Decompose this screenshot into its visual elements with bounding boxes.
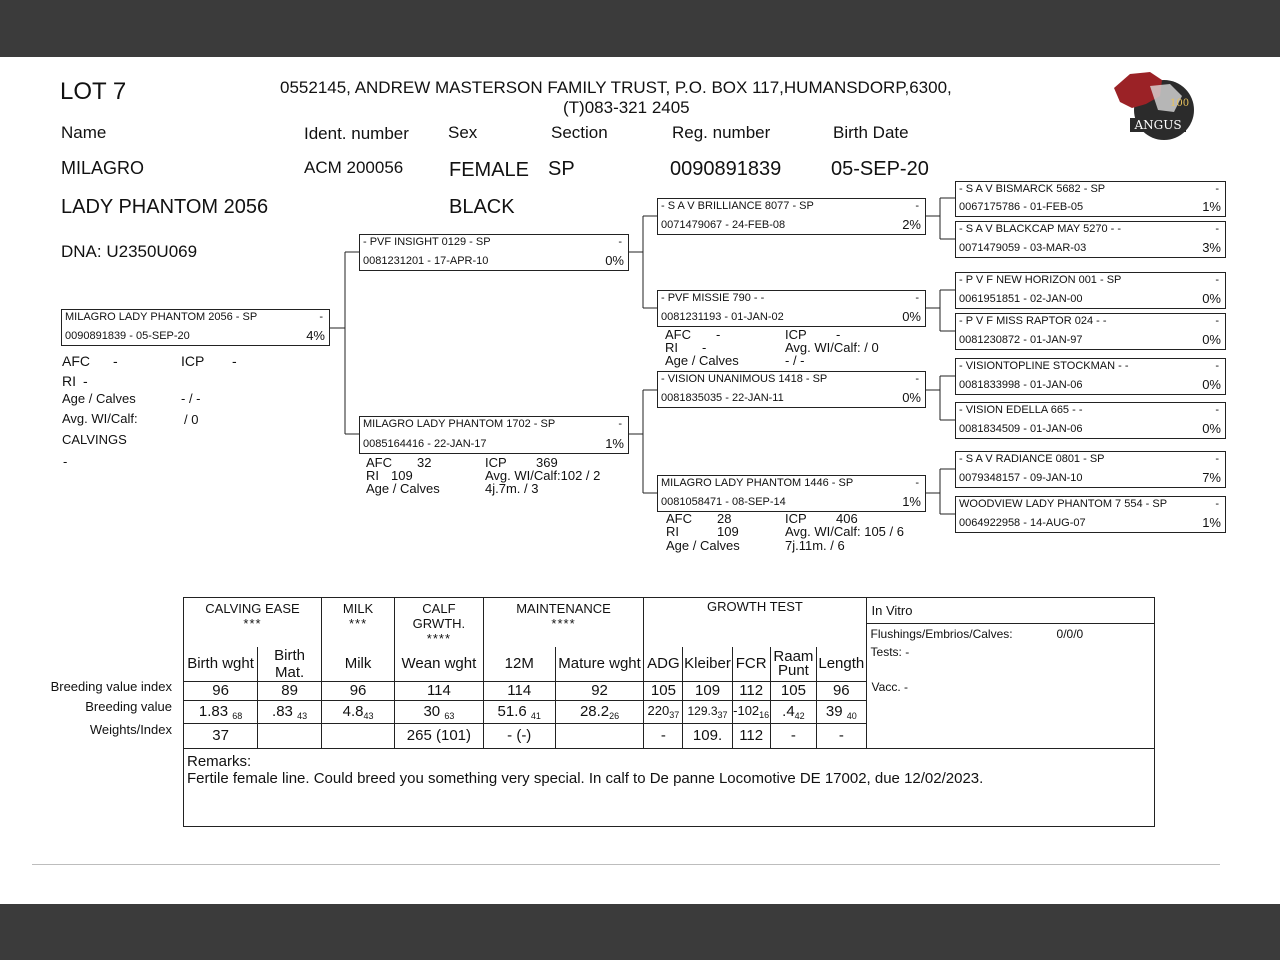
bv-cell: 39 $_{40}$	[817, 700, 866, 723]
dd-wi: Avg. WI/Calf: 105 / 6	[785, 524, 904, 539]
sd-age-value: - / -	[785, 353, 805, 368]
dd-afc-value: 28	[717, 511, 732, 526]
pedigree-sire-sire: - S A V BRILLIANCE 8077 - SP - 0071479067 - 24-FEB-08 2%	[657, 198, 926, 235]
breeder-line1: 0552145, ANDREW MASTERSON FAMILY TRUST, P.O. BOX 117,HUMANSDORP,6300,	[280, 78, 952, 97]
header-mature-wght: Mature wght	[555, 647, 644, 682]
flushings-value: 0/0/0	[1056, 627, 1084, 641]
weight-cell	[322, 723, 395, 748]
subject-ri-label: RI	[62, 373, 76, 389]
header-birth-mat: Birth Mat.	[258, 647, 322, 682]
breeder-line2: (T)083-321 2405	[563, 98, 690, 117]
remarks-text: Fertile female line. Could breed you something very special. In calf to De panne Locomotive DE 17002, due 12/02/2023.	[187, 769, 984, 787]
bv-cell: 51.6 $_{41}$	[483, 700, 555, 723]
dam-icp-label: ICP	[485, 455, 507, 470]
index-cell: 112	[732, 681, 770, 700]
subject-icp-label: ICP	[181, 353, 205, 369]
weight-cell	[555, 723, 644, 748]
in-vitro-panel	[866, 598, 1154, 749]
pedigree-dam: MILAGRO LADY PHANTOM 1702 - SP - 0085164416 - 22-JAN-17 1%	[359, 416, 629, 454]
dd-icp-label: ICP	[785, 511, 807, 526]
bv-cell: $4.8_{43}$	[322, 700, 395, 723]
header-12m: 12M	[483, 647, 555, 682]
row-label-bv: Breeding value	[85, 699, 172, 714]
subject-wi-label: Avg. WI/Calf:	[62, 411, 138, 426]
bv-cell: 1.83 $_{68}$	[184, 700, 258, 723]
group-growth-test: GROWTH TEST	[644, 598, 866, 647]
pedigree-sire: - PVF INSIGHT 0129 - SP - 0081231201 - 17-APR-10 0%	[359, 234, 629, 271]
label-name: Name	[61, 123, 107, 142]
pedigree-subject: MILAGRO LADY PHANTOM 2056 - SP - 0090891839 - 05-SEP-20 4%	[61, 309, 330, 346]
row-label-weights: Weights/Index	[89, 722, 172, 737]
bv-cell: $.4_{42}$	[770, 700, 816, 723]
sd-age-label: Age / Calves	[665, 353, 739, 368]
bv-cell: $129.3_{37}$	[683, 700, 732, 723]
label-birth: Birth Date	[833, 123, 909, 142]
dd-ri-value: 109	[717, 524, 739, 539]
flushings-label: Flushings/Embrios/Calves:	[870, 627, 1013, 641]
index-cell: 109	[683, 681, 732, 700]
subject-ri-value: -	[83, 373, 88, 389]
animal-dna: DNA: U2350U069	[61, 242, 198, 261]
subject-age-value: - / -	[181, 391, 201, 406]
weight-cell: 112	[732, 723, 770, 748]
dam-afc-label: AFC	[366, 455, 392, 470]
pedigree-g7: - S A V RADIANCE 0801 - SP - 0079348157 - 09-JAN-10 7%	[955, 451, 1226, 488]
header-kleiber: Kleiber	[683, 647, 732, 682]
index-cell: 105	[644, 681, 683, 700]
vacc-label: Vacc. -	[871, 680, 908, 694]
footer-divider	[32, 864, 1220, 865]
logo-text: ANGUS	[1134, 118, 1182, 132]
pedigree-g1: - S A V BISMARCK 5682 - SP - 0067175786 - 01-FEB-05 1%	[955, 181, 1226, 217]
pedigree-g8: WOODVIEW LADY PHANTOM 7 554 - SP - 0064922958 - 14-AUG-07 1%	[955, 496, 1226, 533]
dd-age-label: Age / Calves	[666, 538, 740, 553]
animal-name1: MILAGRO	[61, 158, 145, 178]
weight-cell: 37	[184, 723, 258, 748]
animal-color: BLACK	[449, 196, 515, 218]
header-birth-wght: Birth wght	[184, 647, 258, 682]
dd-ri-label: RI	[666, 524, 679, 539]
pedigree-g2: - S A V BLACKCAP MAY 5270 - - - 0071479059 - 03-MAR-03 3%	[955, 221, 1226, 258]
header-raam-punt: Raam Punt	[770, 647, 816, 682]
pedigree-sire-dam: - PVF MISSIE 790 - - - 0081231193 - 01-JAN-02 0%	[657, 290, 926, 327]
remarks-label: Remarks:	[187, 752, 252, 770]
index-cell: 114	[395, 681, 484, 700]
group-calf-growth: CALF GRWTH. ****	[395, 598, 484, 647]
subject-age-label: Age / Calves	[62, 391, 136, 406]
calvings-value: -	[63, 454, 68, 469]
label-sex: Sex	[448, 123, 478, 142]
weight-cell: 109.	[683, 723, 732, 748]
remarks-box	[184, 748, 1155, 826]
index-cell: 96	[184, 681, 258, 700]
bv-cell: $28.2_{26}$	[555, 700, 644, 723]
sd-afc-value: -	[716, 327, 721, 342]
bv-cell: .83 $_{43}$	[258, 700, 322, 723]
sd-wi: Avg. WI/Calf: / 0	[785, 340, 879, 355]
animal-name2: LADY PHANTOM 2056	[61, 196, 269, 218]
pedigree-dam-dam: MILAGRO LADY PHANTOM 1446 - SP - 0081058471 - 08-SEP-14 1%	[657, 475, 926, 512]
index-cell: 114	[483, 681, 555, 700]
subject-icp-value: -	[232, 353, 237, 369]
svg-text:100: 100	[1170, 98, 1190, 109]
in-vitro-label: In Vitro	[871, 603, 913, 618]
row-label-index: Breeding value index	[50, 679, 172, 694]
pedigree-g5: - VISIONTOPLINE STOCKMAN - - - 0081833998 - 01-JAN-06 0%	[955, 358, 1226, 395]
subject-afc-label: AFC	[62, 353, 90, 369]
dam-afc-value: 32	[417, 455, 432, 470]
dam-ri-label: RI	[366, 468, 379, 483]
dam-age-value: 4j.7m. / 3	[485, 481, 539, 496]
index-cell: 92	[555, 681, 644, 700]
dam-ri-value: 109	[391, 468, 413, 483]
bv-cell: 30 $_{63}$	[395, 700, 484, 723]
subject-afc-value: -	[113, 353, 118, 369]
index-cell: 96	[322, 681, 395, 700]
sd-afc-label: AFC	[665, 327, 691, 342]
header-length: Length	[817, 647, 866, 682]
group-milk: MILK ***	[322, 598, 395, 647]
header-wean-wght: Wean wght	[395, 647, 484, 682]
pedigree-g3: - P V F NEW HORIZON 001 - SP - 0061951851 - 02-JAN-00 0%	[955, 272, 1226, 309]
label-reg: Reg. number	[672, 123, 771, 142]
breeding-value-table	[183, 597, 1155, 827]
weight-cell	[258, 723, 322, 748]
dd-icp-value: 406	[836, 511, 858, 526]
index-cell: 96	[817, 681, 866, 700]
calvings-label: CALVINGS	[62, 432, 127, 447]
bv-cell: $-102_{16}$	[732, 700, 770, 723]
animal-ident: ACM 200056	[304, 158, 404, 177]
header-milk: Milk	[322, 647, 395, 682]
group-maintenance: MAINTENANCE ****	[483, 598, 644, 647]
weight-cell: -	[644, 723, 683, 748]
weight-cell: 265 (101)	[395, 723, 484, 748]
sd-ri-label: RI	[665, 340, 678, 355]
header-adg: ADG	[644, 647, 683, 682]
pedigree-g4: - P V F MISS RAPTOR 024 - - - 0081230872 - 01-JAN-97 0%	[955, 313, 1226, 350]
sd-icp-label: ICP	[785, 327, 807, 342]
pedigree-g6: - VISION EDELLA 665 - - - 0081834509 - 01-JAN-06 0%	[955, 402, 1226, 439]
group-calving-ease: CALVING EASE ***	[184, 598, 322, 647]
index-cell: 89	[258, 681, 322, 700]
weight-cell: -	[770, 723, 816, 748]
dam-wi: Avg. WI/Calf:102 / 2	[485, 468, 601, 483]
bv-cell: $220_{37}$	[644, 700, 683, 723]
index-cell: 105	[770, 681, 816, 700]
weight-cell: -	[817, 723, 866, 748]
pedigree-dam-sire: - VISION UNANIMOUS 1418 - SP - 0081835035 - 22-JAN-11 0%	[657, 371, 926, 408]
dam-age-label: Age / Calves	[366, 481, 440, 496]
label-ident: Ident. number	[304, 124, 409, 143]
dam-icp-value: 369	[536, 455, 558, 470]
lot-number: LOT 7	[60, 78, 127, 105]
sd-ri-value: -	[702, 340, 707, 355]
animal-sex: FEMALE	[449, 159, 530, 181]
animal-reg: 0090891839	[670, 158, 782, 180]
weight-cell: - (-)	[483, 723, 555, 748]
dd-afc-label: AFC	[666, 511, 692, 526]
dd-age-value: 7j.11m. / 6	[785, 538, 845, 553]
header-fcr: FCR	[732, 647, 770, 682]
label-section: Section	[551, 123, 608, 142]
sd-icp-value: -	[836, 327, 841, 342]
tests-label: Tests: -	[870, 645, 910, 659]
animal-birth: 05-SEP-20	[831, 158, 929, 180]
animal-section: SP	[548, 158, 575, 180]
subject-wi-value: / 0	[184, 412, 199, 427]
